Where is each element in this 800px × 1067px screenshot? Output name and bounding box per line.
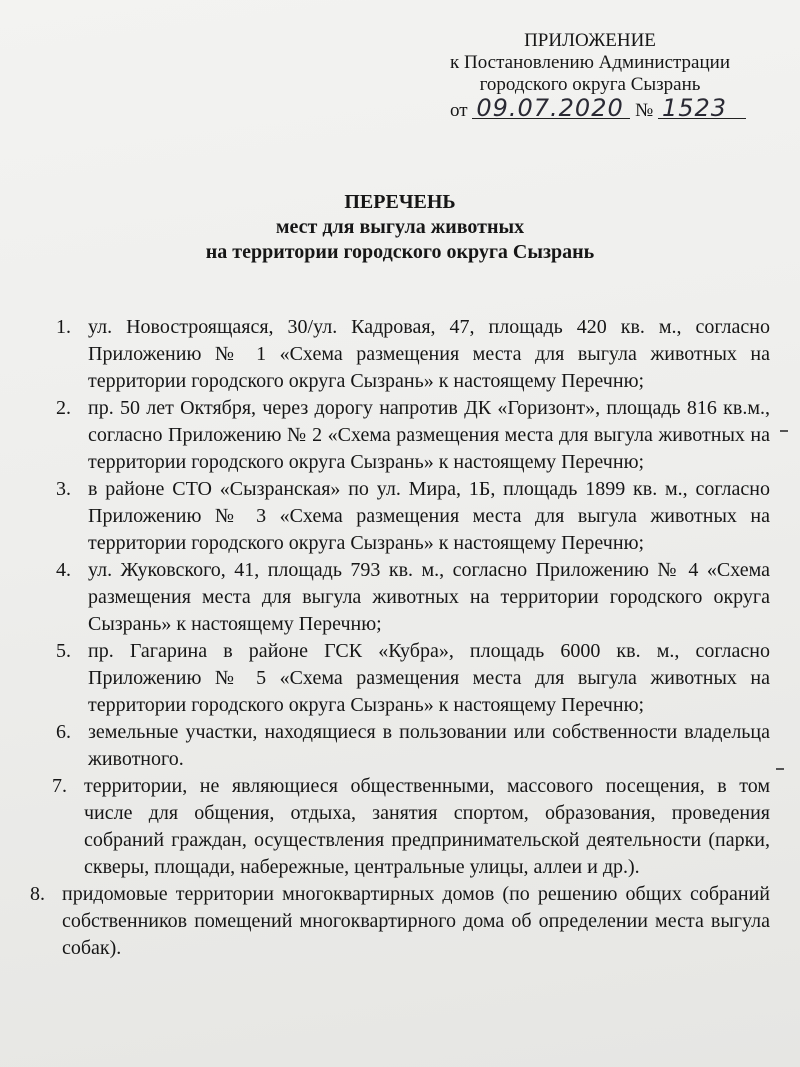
margin-mark [780,430,788,432]
list-item [40,314,770,395]
date-prefix: от [450,100,468,121]
list-item-text: земельные участки, находящиеся в пользовании или собственности владельца животного. [88,721,770,770]
appendix-header [430,30,750,122]
title-main: ПЕРЕЧЕНЬ [344,191,456,213]
list-item-number: 2. [56,397,71,419]
list-item-number: 5. [56,640,71,662]
list-item-number: 8. [30,883,45,905]
list-item-number: 3. [56,478,71,500]
places-list [30,314,770,962]
appendix-reference: к Постановлению Администрации [450,52,730,73]
list-item-number: 6. [56,721,71,743]
list-item-number: 7. [52,775,67,797]
title-subtitle-2: на территории городского округа Сызрань [205,241,595,263]
list-item-text: пр. 50 лет Октября, через дорогу напротив ДК «Горизонт», площадь 816 кв.м., согласно Приложению № 2 «Схема размещения места для выгула животных на территории городского округа Сызрань» к настоящему Перечню; [88,397,770,473]
list-item-text: пр. Гагарина в районе ГСК «Кубра», площадь 6000 кв. м., согласно Приложению № 5 «Схема размещения места для выгула животных на территории городского округа Сызрань» к настоящему Перечню; [88,640,770,716]
appendix-municipality: городского округа Сызрань [479,74,701,95]
list-item [40,719,770,773]
list-item-number: 4. [56,559,71,581]
list-item [20,881,770,962]
handwritten-date: 09.07.2020 [472,98,630,119]
list-item [40,395,770,476]
list-item [40,476,770,557]
list-item-text: территории, не являющиеся общественными, массового посещения, в том числе для общения, отдыха, занятия спортом, образования, проведения собраний граждан, осуществления предпринимательской деятельности (парки, скверы, площади, набережные, центральные улицы, аллеи и др.). [84,775,770,878]
list-item-number: 1. [56,316,71,338]
appendix-date-line [430,94,750,122]
list-item [36,773,770,881]
list-item-text: придомовые территории многоквартирных домов (по решению общих собраний собственников помещений многоквартирного дома об определении места выгула собак). [62,883,770,959]
list-item [40,638,770,719]
list-item [40,557,770,638]
appendix-label: ПРИЛОЖЕНИЕ [524,30,656,51]
title-subtitle: мест для выгула животных [275,216,525,238]
handwritten-number: 1523 [658,98,746,119]
list-item-text: ул. Жуковского, 41, площадь 793 кв. м., согласно Приложению № 4 «Схема размещения места для выгула животных на территории городского округа Сызрань» к настоящему Перечню; [88,559,770,635]
margin-mark [776,768,784,770]
list-item-text: в районе СТО «Сызранская» по ул. Мира, 1Б, площадь 1899 кв. м., согласно Приложению № 3 «Схема размещения места для выгула животных на территории городского округа Сызрань» к настоящему Перечню; [88,478,770,554]
document-title [100,190,700,265]
number-prefix: № [635,100,654,121]
list-item-text: ул. Новостроящаяся, 30/ул. Кадровая, 47, площадь 420 кв. м., согласно Приложению № 1 «Схема размещения места для выгула животных на территории городского округа Сызрань» к настоящему Перечню; [88,316,770,392]
